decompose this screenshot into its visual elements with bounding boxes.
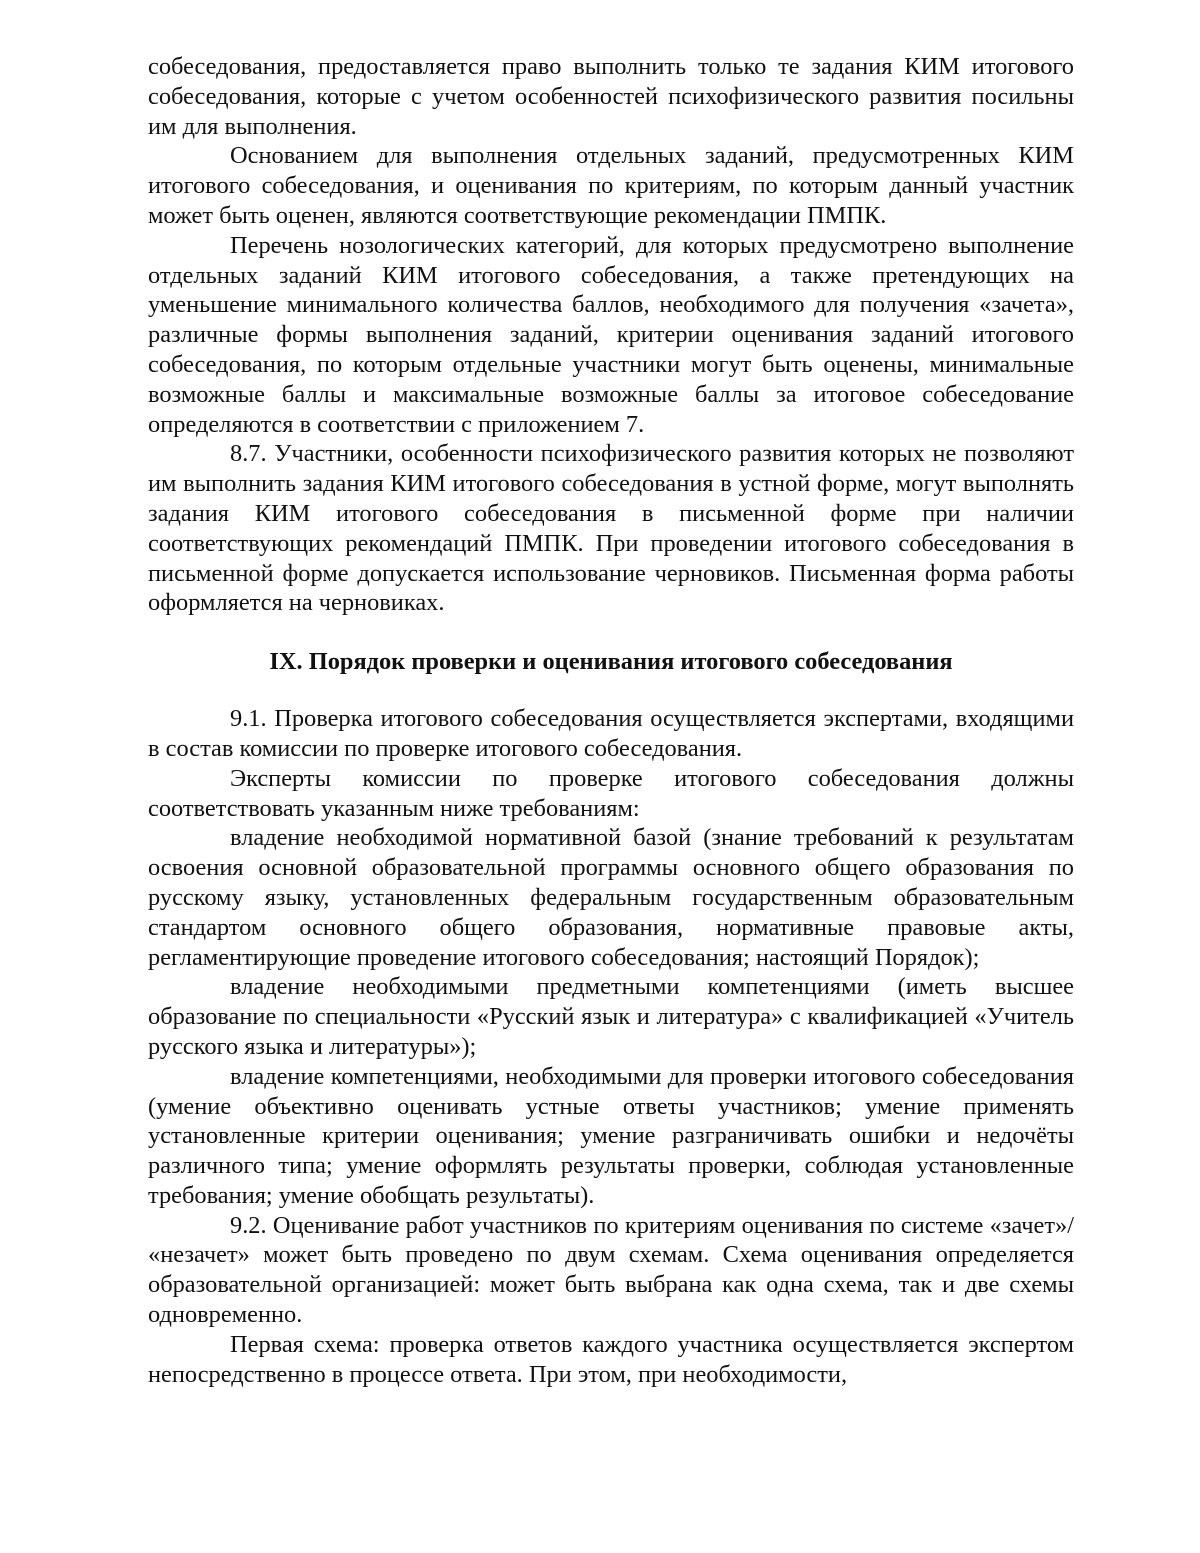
paragraph-8-7: 8.7. Участники, особенности психофизического развития которых не позволяют им выполнить задания КИМ итогового собеседования в устной форме, могут выполнять задания КИМ итогового собеседования в письменной форме при наличии соответствующих рекомендаций ПМПК. При проведении итогового собеседования в письменной форме допускается использование черновиков. Письменная форма работы оформляется на черновиках. bbox=[148, 440, 1074, 617]
section-heading: IX. Порядок проверки и оценивания итогового собеседования bbox=[269, 648, 953, 676]
requirement-normative-base: владение необходимой нормативной базой (знание требований к результатам освоения основной образовательной программы основного общего образования по русскому языку, установленных федеральным государственным образовательным стандартом основного общего образования, нормативные правовые акты, регламентирующие проведение итогового собеседования; настоящий Порядок); bbox=[148, 824, 1074, 971]
paragraph-basis: Основанием для выполнения отдельных заданий, предусмотренных КИМ итогового собеседования, и оценивания по критериям, по которым данный участник может быть оценен, являются соответствующие рекомендации ПМПК. bbox=[148, 142, 1074, 229]
requirement-checking-competence: владение компетенциями, необходимыми для проверки итогового собеседования (умение объективно оценивать устные ответы участников; умение применять установленные критерии оценивания; умение разграничивать ошибки и недочёты различного типа; умение оформлять результаты проверки, соблюдая установленные требования; умение обобщать результаты). bbox=[148, 1062, 1074, 1209]
paragraph-continuation: собеседования, предоставляется право выполнить только те задания КИМ итогового собеседования, которые с учетом особенностей психофизического развития посильны им для выполнения. bbox=[148, 53, 1074, 140]
document-body bbox=[148, 52, 1074, 1389]
paragraph-9-1: 9.1. Проверка итогового собеседования осуществляется экспертами, входящими в состав комиссии по проверке итогового собеседования. bbox=[148, 705, 1074, 762]
paragraph-nosological-list: Перечень нозологических категорий, для которых предусмотрено выполнение отдельных заданий КИМ итогового собеседования, а также претендующих на уменьшение минимального количества баллов, необходимого для получения «зачета», различные формы выполнения заданий, критерии оценивания заданий итогового собеседования, по которым отдельные участники могут быть оценены, минимальные возможные баллы и максимальные возможные баллы за итоговое собеседование определяются в соответствии с приложением 7. bbox=[148, 231, 1074, 438]
paragraph-9-2: 9.2. Оценивание работ участников по критериям оценивания по системе «зачет»/ «незачет» может быть проведено по двум схемам. Схема оценивания определяется образовательной организацией: может быть выбрана как одна схема, так и две схемы одновременно. bbox=[148, 1211, 1074, 1329]
requirement-subject-competence: владение необходимыми предметными компетенциями (иметь высшее образование по специальности «Русский язык и литература» с квалификацией «Учитель русского языка и литературы»); bbox=[148, 973, 1074, 1060]
paragraph-expert-requirements: Эксперты комиссии по проверке итогового собеседования должны соответствовать указанным ниже требованиям: bbox=[148, 764, 1074, 822]
paragraph-first-scheme: Первая схема: проверка ответов каждого участника осуществляется экспертом непосредственно в процессе ответа. При этом, при необходимости, bbox=[148, 1330, 1074, 1388]
